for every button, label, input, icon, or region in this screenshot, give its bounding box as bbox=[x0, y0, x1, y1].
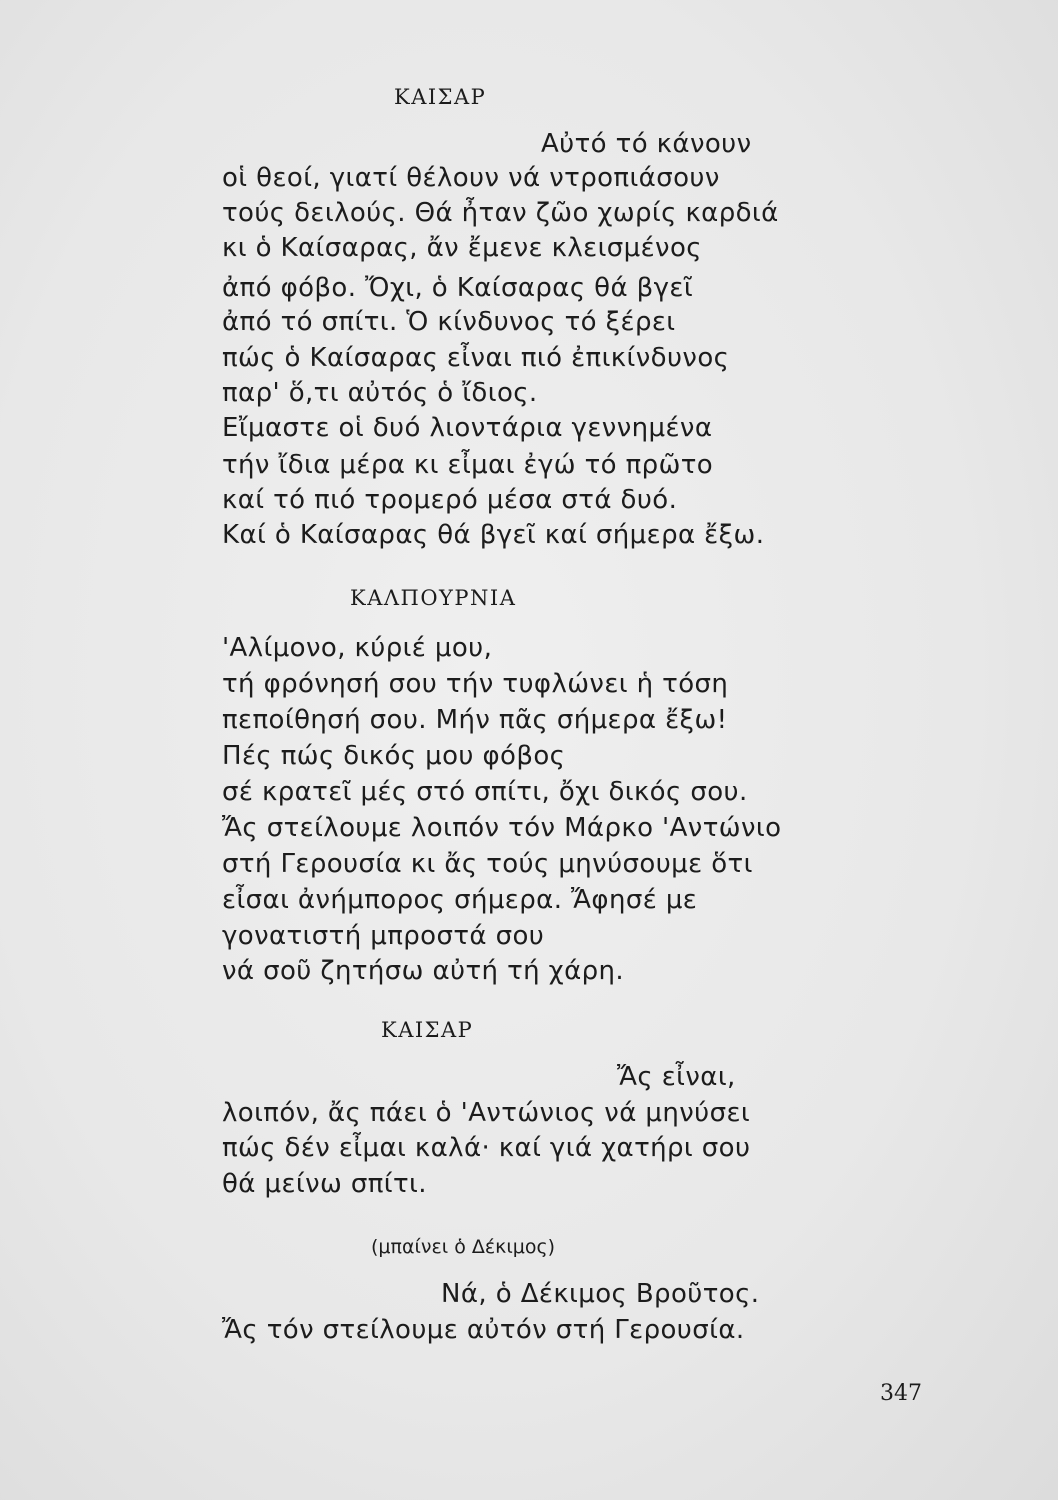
speaker-name: ΚΑΙΣΑΡ bbox=[381, 1018, 474, 1042]
verse-line: τήν ἴδια μέρα κι εἶμαι ἐγώ τό πρῶτο bbox=[222, 450, 714, 480]
verse-line: ἀπό τό σπίτι. Ὁ κίνδυνος τό ξέρει bbox=[222, 307, 676, 337]
verse-line: Ἄς στείλουμε λοιπόν τόν Μάρκο 'Αντώνιο bbox=[222, 813, 782, 843]
verse-line: Ἄς εἶναι, bbox=[617, 1062, 736, 1092]
verse-line: γονατιστή μπροστά σου bbox=[222, 921, 545, 951]
verse-line: πεποίθησή σου. Μήν πᾶς σήμερα ἔξω! bbox=[222, 705, 728, 735]
verse-line: Εἴμαστε οἱ δυό λιοντάρια γεννημένα bbox=[222, 413, 713, 443]
verse-line: πώς δέν εἶμαι καλά· καί γιά χατήρι σου bbox=[222, 1133, 751, 1163]
verse-line: ἀπό φόβο. Ὄχι, ὁ Καίσαρας θά βγεῖ bbox=[222, 273, 694, 303]
verse-line: πώς ὁ Καίσαρας εἶναι πιό ἐπικίνδυνος bbox=[222, 343, 730, 373]
speaker-name: ΚΑΙΣΑΡ bbox=[394, 85, 487, 109]
verse-line: Καί ὁ Καίσαρας θά βγεῖ καί σήμερα ἔξω. bbox=[222, 520, 765, 550]
verse-line: 'Αλίμονο, κύριέ μου, bbox=[222, 633, 493, 663]
verse-line: καί τό πιό τρομερό μέσα στά δυό. bbox=[222, 485, 678, 515]
verse-line: νά σοῦ ζητήσω αὐτή τή χάρη. bbox=[222, 956, 625, 986]
verse-line: Αὐτό τό κάνουν bbox=[541, 129, 752, 159]
verse-line: Ἄς τόν στείλουμε αὐτόν στή Γερουσία. bbox=[222, 1315, 745, 1345]
page-number: 347 bbox=[880, 1381, 922, 1406]
speaker-name: ΚΑΛΠΟΥΡΝΙΑ bbox=[350, 586, 517, 610]
verse-line: Νά, ὁ Δέκιμος Βροῦτος. bbox=[441, 1279, 760, 1309]
verse-line: τούς δειλούς. Θά ἦταν ζῶο χωρίς καρδιά bbox=[222, 198, 779, 228]
verse-line: τή φρόνησή σου τήν τυφλώνει ἡ τόση bbox=[222, 669, 729, 699]
stage-direction: (μπαίνει ὁ Δέκιμος) bbox=[371, 1236, 556, 1258]
verse-line: κι ὁ Καίσαρας, ἄν ἔμενε κλεισμένος bbox=[222, 233, 702, 263]
verse-line: εἶσαι ἀνήμπορος σήμερα. Ἄφησέ με bbox=[222, 885, 698, 915]
verse-line: Πές πώς δικός μου φόβος bbox=[222, 741, 566, 771]
verse-line: στή Γερουσία κι ἄς τούς μηνύσουμε ὅτι bbox=[222, 849, 753, 879]
verse-line: λοιπόν, ἄς πάει ὁ 'Αντώνιος νά μηνύσει bbox=[222, 1098, 751, 1128]
verse-line: παρ' ὅ,τι αὐτός ὁ ἴδιος. bbox=[222, 378, 538, 408]
verse-line: οἱ θεοί, γιατί θέλουν νά ντροπιάσουν bbox=[222, 163, 720, 193]
verse-line: θά μείνω σπίτι. bbox=[222, 1169, 427, 1199]
verse-line: σέ κρατεῖ μές στό σπίτι, ὄχι δικός σου. bbox=[222, 777, 748, 807]
